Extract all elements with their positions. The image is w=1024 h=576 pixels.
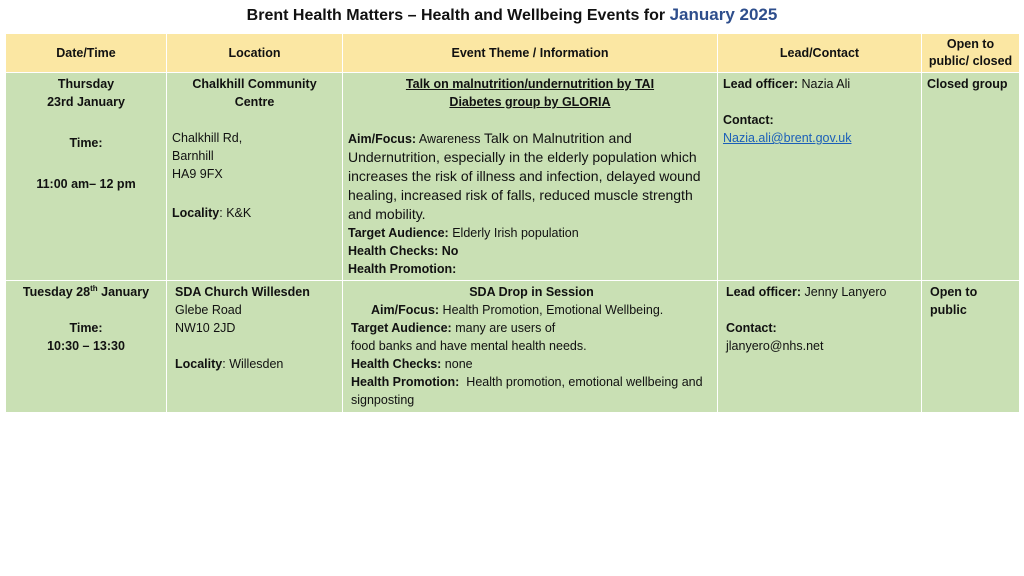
location-cell bbox=[167, 73, 342, 280]
event-time: 10:30 – 13:30 bbox=[47, 339, 125, 353]
lead-name: Jenny Lanyero bbox=[804, 285, 887, 299]
audience-continued: food banks and have mental health needs. bbox=[351, 339, 587, 353]
address-line: NW10 2JD bbox=[175, 321, 236, 335]
aim-label: Aim/Focus: bbox=[371, 303, 440, 317]
lead-label: Lead officer: bbox=[723, 77, 799, 91]
table-row bbox=[6, 73, 1019, 280]
promotion-text: Health promotion, emotional wellbeing and signposting bbox=[351, 375, 703, 407]
date-time-cell bbox=[6, 281, 166, 412]
locality-value: : Willesden bbox=[222, 357, 284, 371]
events-table bbox=[5, 33, 1020, 413]
lead-contact-cell bbox=[718, 73, 921, 280]
audience-text: many are users of bbox=[455, 321, 556, 335]
event-date-sup: th bbox=[90, 283, 98, 293]
address-line: Chalkhill Rd, bbox=[172, 131, 243, 145]
event-date-suffix: January bbox=[97, 285, 150, 299]
locality bbox=[172, 204, 337, 222]
status-cell: Closed group bbox=[922, 73, 1019, 280]
locality-label: Locality bbox=[172, 206, 220, 220]
lead-contact-cell bbox=[718, 281, 921, 412]
venue-name: Chalkhill Community Centre bbox=[192, 77, 317, 109]
aim-text: Health Promotion, Emotional Wellbeing. bbox=[442, 303, 664, 317]
title-month: January 2025 bbox=[669, 5, 778, 24]
contact-label: Contact: bbox=[723, 113, 774, 127]
lead-officer bbox=[723, 75, 916, 93]
header-lead-contact: Lead/Contact bbox=[718, 34, 921, 72]
page-title bbox=[0, 4, 1024, 27]
event-info-cell bbox=[343, 73, 717, 280]
event-date: 23rd January bbox=[47, 95, 125, 109]
event-date bbox=[11, 283, 161, 301]
contact-email-link[interactable]: Nazia.ali@brent.gov.uk bbox=[723, 131, 852, 145]
time-label: Time: bbox=[69, 321, 103, 335]
checks-label: Health Checks: bbox=[351, 357, 442, 371]
aim-focus bbox=[351, 301, 712, 319]
time-label: Time: bbox=[69, 136, 103, 150]
event-time: 11:00 am– 12 pm bbox=[36, 177, 136, 191]
event-day: Thursday bbox=[57, 77, 115, 91]
address-line: Barnhill bbox=[172, 149, 214, 163]
aim-label: Aim/Focus: bbox=[348, 132, 417, 146]
lead-name: Nazia Ali bbox=[801, 77, 851, 91]
lead-label: Lead officer: bbox=[726, 285, 802, 299]
header-open-closed: Open to public/ closed bbox=[922, 34, 1019, 72]
aim-prefix: Awareness bbox=[418, 132, 481, 146]
table-header-row bbox=[6, 34, 1019, 72]
locality-label: Locality bbox=[175, 357, 223, 371]
audience-label: Target Audience: bbox=[351, 321, 452, 335]
locality bbox=[175, 355, 337, 373]
event-info-cell bbox=[343, 281, 717, 412]
audience-label: Target Audience: bbox=[348, 226, 449, 240]
aim-focus bbox=[348, 129, 712, 224]
event-theme: SDA Drop in Session bbox=[469, 285, 594, 299]
date-time-cell bbox=[6, 73, 166, 280]
lead-officer bbox=[726, 283, 916, 301]
promotion-label: Health Promotion: bbox=[351, 375, 460, 389]
health-checks: Health Checks: No bbox=[348, 244, 459, 258]
health-checks bbox=[351, 355, 712, 373]
aim-text: Talk on Malnutrition and Undernutrition, especially in the elderly population which increases the risk of illness and infection, delayed wound healing, increased risk of falls, reduced muscle strength and mobility. bbox=[348, 130, 701, 222]
checks-value: none bbox=[444, 357, 473, 371]
header-event-theme: Event Theme / Information bbox=[343, 34, 717, 72]
address-line: HA9 9FX bbox=[172, 167, 223, 181]
contact-label: Contact: bbox=[726, 321, 777, 335]
event-date-prefix: Tuesday 28 bbox=[22, 285, 91, 299]
health-promotion-label: Health Promotion: bbox=[348, 262, 457, 276]
audience-text: Elderly Irish population bbox=[452, 226, 579, 240]
table-row bbox=[6, 281, 1019, 412]
locality-value: : K&K bbox=[219, 206, 252, 220]
event-theme: Talk on malnutrition/undernutrition by TAI Diabetes group by GLORIA bbox=[405, 77, 655, 109]
address-line: Glebe Road bbox=[175, 303, 242, 317]
header-location: Location bbox=[167, 34, 342, 72]
health-promotion bbox=[351, 373, 712, 409]
target-audience bbox=[351, 319, 712, 337]
status-cell: Open to public bbox=[922, 281, 1019, 412]
title-main: Brent Health Matters – Health and Wellbeing Events for bbox=[246, 7, 666, 24]
location-cell bbox=[167, 281, 342, 412]
venue-name: SDA Church Willesden bbox=[175, 285, 310, 299]
header-date-time: Date/Time bbox=[6, 34, 166, 72]
contact-email: jlanyero@nhs.net bbox=[726, 339, 824, 353]
target-audience bbox=[348, 224, 712, 242]
